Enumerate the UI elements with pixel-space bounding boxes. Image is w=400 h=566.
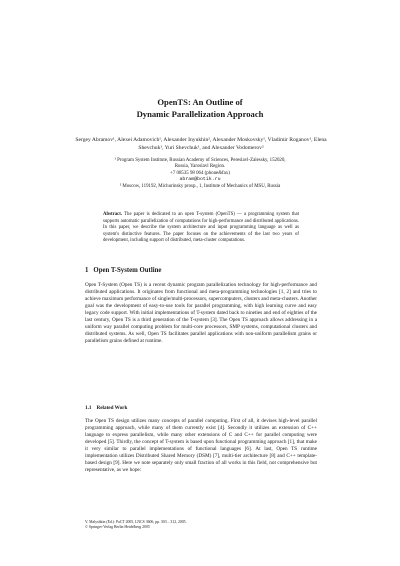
paper-title-line2: Dynamic Parallelization Approach xyxy=(136,109,264,119)
footnote-copyright: © Springer-Verlag Berlin Heidelberg 2005 xyxy=(85,525,150,529)
affiliation-1-line: +7 08535 98 064 (phone&fax) xyxy=(170,170,230,176)
paper-title-line1: OpenTS: An Outline of xyxy=(157,97,243,107)
subsection-title: Related Work xyxy=(96,405,128,411)
abstract-text: The paper is dedicated to an open T-system (OpenTS) — a programming system that supports automatic parallelization of computations for high-performance and distributed applications. In this paper, we describe the system architecture and input programming language as well as system's distinctive features. The paper focuses on the achievements of the last two years of development, including support of distributed, meta-cluster computations. xyxy=(103,212,299,243)
section-heading xyxy=(85,266,161,275)
section-body: Open T-System (Open TS) is a recent dynamic program parallelization technology for high-performance and distributed applications. It originates from functional and meta-programming technologies [1, 2] and tries to achieve maximum performance of single/multi-processors, supercomputers, clusters and meta-clusters. Another goal was the development of easy-to-use tools for parallel programming, with high learning curve and easy legacy code support. With initial implementations of T-system dated back to nineties and end of eighties of the last century, Open TS is a third generation of the T-system [3]. The Open TS approach allows addressing in a uniform way parallel computing problem for multi-core processors, SMP systems, computational clusters and distributed systems. As well, Open TS facilitates parallel applications with non-uniform parallelism grains or parallelism grains defined at runtime. xyxy=(85,282,317,345)
footnote-citation: V. Malyshkin (Ed.): PaCT 2005, LNCS 3606, pp. 303 – 312, 2005. xyxy=(85,520,187,524)
abstract-label: Abstract. xyxy=(103,212,123,217)
author-list: Sergey Abramov¹, Alexei Adamovich¹, Alexander Inyukhin², Alexander Moskovsky¹, Vladimir Roganov¹, Elena Shevchuk¹, Yuri Shevchuk¹, and Alexander Vodomerov² xyxy=(75,137,327,151)
affiliation-1-line: ¹ Program System Institute, Russian Academy of Sciences, Pereslavl-Zalessky, 152020, xyxy=(114,158,286,163)
section-number: 1 xyxy=(85,267,89,274)
affiliation-1 xyxy=(60,158,340,184)
affiliation-1-line: Russia, Yaroslavl Region. xyxy=(174,164,226,170)
footnote xyxy=(85,520,317,530)
affiliation-1-email: abram@botik.ru xyxy=(179,177,221,183)
abstract xyxy=(103,212,299,245)
subsection-number: 1.1 xyxy=(85,405,92,411)
section-title: Open T-System Outline xyxy=(93,267,162,274)
affiliation-2: ² Moscow, 119192, Michurinsky prosp., 1, Institute of Mechanics of MSU, Russia xyxy=(119,184,281,189)
subsection-heading xyxy=(85,405,127,412)
subsection-body: The Open TS design utilizes many concepts of parallel computing. First of all, it devises high-level parallel programming approach, while many of them currently exist [4]. Secondly it utilizes an extension of C++ language to express parallelism, while many other extensions of C and C++ for parallel computing were developed [5]. Thirdly, the concept of T-system is based upon functional programming approach [1], that make it very similar to parallel implementations of functional languages [6]. At last, Open TS runtime implementation utilizes Distributed Shared Memory (DSM) [7], multi-tier architecture [8] and C++ template- based design [9]. Here we note separately only small fraction of all works in this field, not comprehensive but representative, as we hope: xyxy=(85,418,317,474)
